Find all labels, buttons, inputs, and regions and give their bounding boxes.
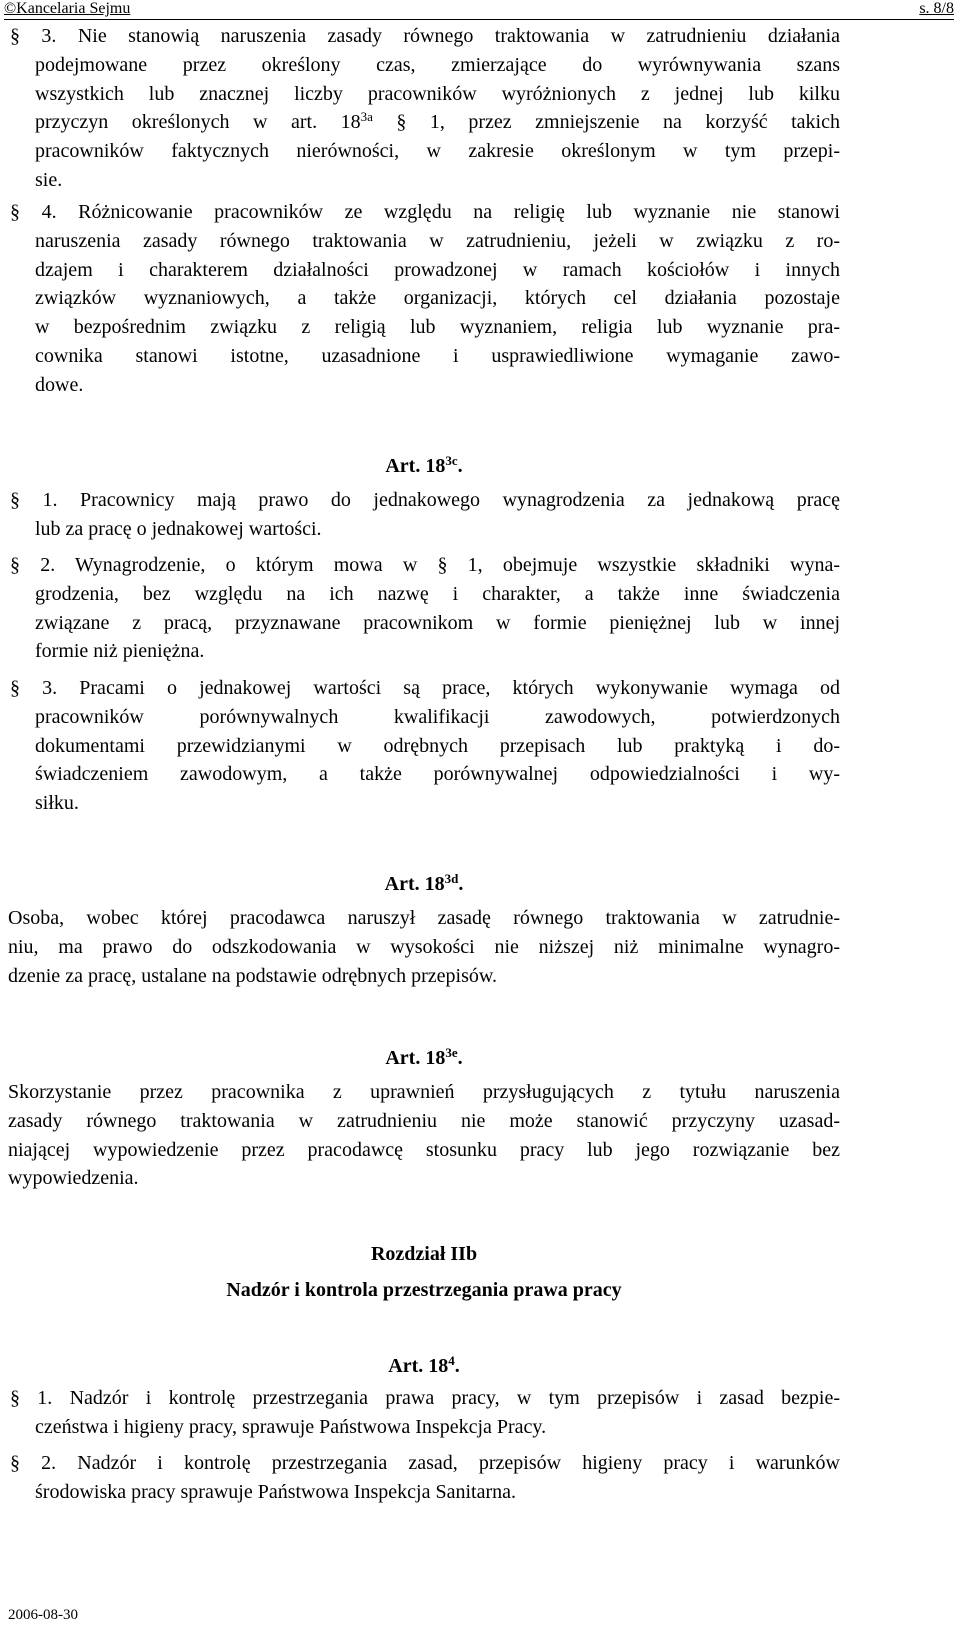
article-heading: Art. $18^4$. [388, 1353, 460, 1377]
paragraph-section [10, 198, 840, 400]
text-line: sie. [35, 168, 63, 191]
text-line: grodzenia, bez względu na ich nazwę i charakter, a także inne świadczenia [35, 582, 840, 605]
text-line: § 1. Nadzór i kontrolę przestrzegania prawa pracy, w tym przepisów i zasad bezpie- [10, 1387, 840, 1409]
header-copyright: ©Kancelaria Sejmu [4, 0, 131, 17]
article-heading: Art. $18^{3c}$. [385, 453, 463, 477]
text-line: dowe. [35, 373, 84, 396]
text-line: § 2. Nadzór i kontrolę przestrzegania zasad, przepisów higieny pracy i warunków [10, 1452, 840, 1474]
article-heading: Art. $18^{3e}$. [385, 1045, 463, 1069]
paragraph-section [10, 486, 840, 544]
text-line: lub za pracę o jednakowej wartości. [35, 517, 322, 540]
text-line: formie niż pieniężna. [35, 640, 205, 663]
text-line: § 4. Różnicowanie pracowników ze względu na religię lub wyznanie nie stanowi [10, 201, 840, 223]
paragraph-section [10, 674, 840, 818]
superscript: 3d [444, 871, 459, 886]
paragraph-section [10, 551, 840, 666]
text-line: przyczyn określonych w art. $18^{3a}$ § 1, przez zmniejszenie na korzyść takich [35, 109, 840, 134]
superscript: 3a [360, 109, 373, 125]
text-line: Osoba, wobec której pracodawca naruszył zasadę równego traktowania w zatrudnie- [8, 907, 840, 929]
text-line: pracowników porównywalnych kwalifikacji zawodowych, potwierdzonych [35, 705, 840, 728]
text-line: wszystkich lub znacznej liczby pracowników wyróżnionych z jednej lub kilku [35, 82, 840, 105]
text-line: środowiska pracy sprawuje Państwowa Inspekcja Sanitarna. [35, 1480, 516, 1503]
article-heading: Rozdział IIb [370, 1243, 478, 1265]
superscript: 4 [448, 1353, 455, 1368]
article-heading: Nadzór i kontrola przestrzegania prawa pracy [226, 1279, 622, 1301]
text-line: siłku. [35, 792, 79, 815]
article-heading: Art. $18^{3d}$. [384, 871, 464, 895]
footer-date: 2006-08-30 [8, 1607, 78, 1623]
superscript: 3c [445, 453, 458, 468]
text-line: dzajem i charakterem działalności prowadzonej w ramach kościołów i innych [35, 258, 840, 281]
text-line: podejmowane przez określony czas, zmierzające do wyrównywania szans [35, 53, 840, 76]
text-line: świadczeniem zawodowym, a także porównywalnej odpowiedzialności i wy- [35, 763, 840, 786]
superscript: 3e [445, 1045, 458, 1060]
text-line: § 1. Pracownicy mają prawo do jednakowego wynagrodzenia za jednakową pracę [10, 489, 840, 511]
header-page-number: s. 8/8 [919, 0, 954, 17]
text-line: czeństwa i higieny pracy, sprawuje Państwowa Inspekcja Pracy. [35, 1415, 547, 1438]
paragraph-section [10, 1384, 840, 1442]
text-line: § 3. Nie stanowią naruszenia zasady równego traktowania w zatrudnieniu działania [10, 25, 840, 47]
text-line: niającej wypowiedzenie przez pracodawcę stosunku pracy lub jego rozwiązanie bez [8, 1138, 840, 1161]
text-line: pracowników faktycznych nierówności, w zakresie określonym w tym przepi- [35, 140, 840, 163]
paragraph [8, 1078, 840, 1193]
text-line: w bezpośrednim związku z religią lub wyznaniem, religia lub wyznanie pra- [35, 316, 840, 339]
text-line: § 3. Pracami o jednakowej wartości są prace, których wykonywanie wymaga od [10, 677, 840, 699]
text-line: dokumentami przewidzianymi w odrębnych przepisach lub praktyką i do- [35, 734, 840, 757]
text-line: § 2. Wynagrodzenie, o którym mowa w § 1, obejmuje wszystkie składniki wyna- [10, 554, 840, 576]
text-line: niu, ma prawo do odszkodowania w wysokości nie niższej niż minimalne wynagro- [8, 935, 840, 958]
paragraph [8, 904, 840, 990]
text-line: wypowiedzenia. [8, 1167, 139, 1190]
text-line: zasady równego traktowania w zatrudnieniu nie może stanowić przyczyny uzasad- [8, 1109, 840, 1132]
paragraph-section [10, 22, 840, 195]
paragraph-section [10, 1449, 840, 1507]
text-line: cownika stanowi istotne, uzasadnione i usprawiedliwione wymaganie zawo- [35, 344, 840, 367]
text-line: związane z pracą, przyznawane pracownikom w formie pieniężnej lub w innej [35, 611, 840, 634]
text-line: Skorzystanie przez pracownika z uprawnień przysługujących z tytułu naruszenia [8, 1081, 840, 1103]
header-divider [4, 19, 954, 20]
text-line: związków wyznaniowych, a także organizacji, których cel działania pozostaje [35, 287, 840, 310]
text-line: naruszenia zasady równego traktowania w zatrudnieniu, jeżeli w związku z ro- [35, 229, 840, 252]
text-line: dzenie za pracę, ustalane na podstawie odrębnych przepisów. [8, 964, 498, 987]
